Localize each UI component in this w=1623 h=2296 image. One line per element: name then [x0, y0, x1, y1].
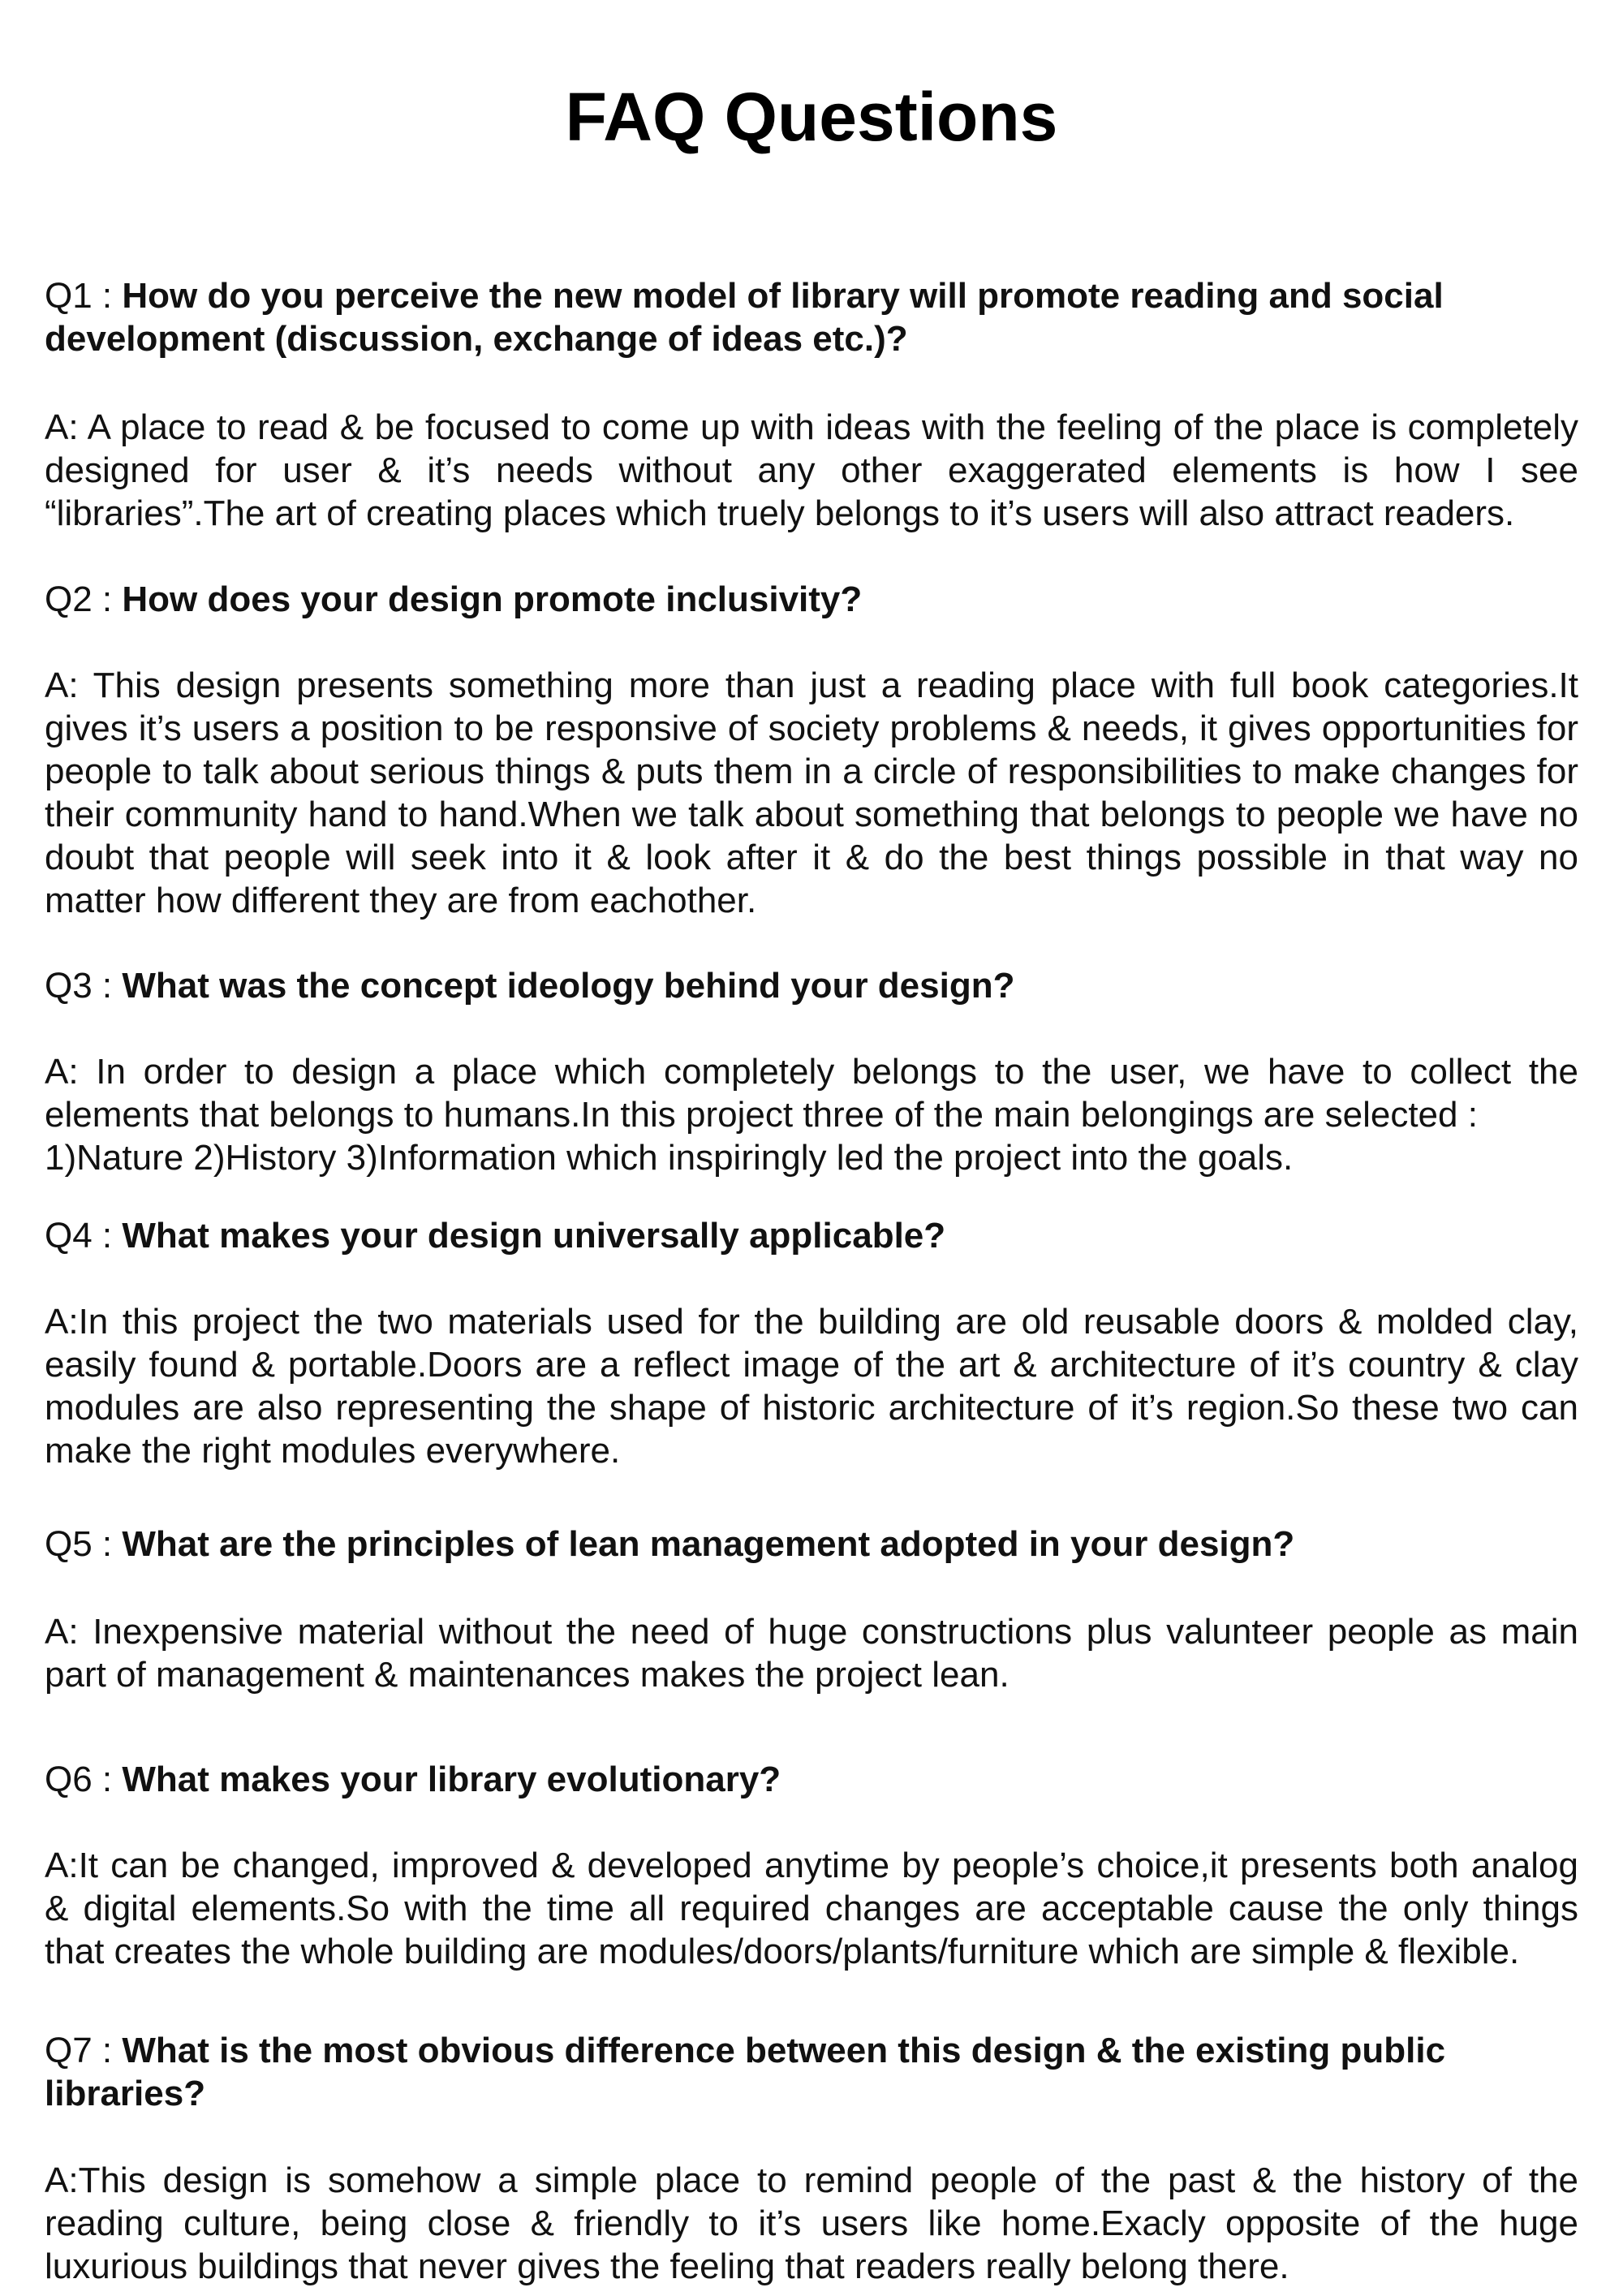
question-2 — [45, 578, 1578, 621]
answer-6: A:It can be changed, improved & developed anytime by people’s choice,it presents both analog & digital elements.So with the time all required changes are acceptable cause the only things that creates the whole building are modules/doors/plants/furniture which are simple & flexible. — [45, 1846, 1578, 1971]
question-number: Q6 : — [45, 1760, 123, 1799]
question-number: Q2 : — [45, 579, 123, 619]
question-text: What was the concept ideology behind your design? — [122, 966, 1015, 1006]
question-7 — [45, 2029, 1473, 2115]
question-text: How do you perceive the new model of library will promote reading and social development (discussion, exchange of ideas etc.)? — [45, 276, 1444, 359]
answer-2: A: This design presents something more than just a reading place with full book categories.It gives it’s users a position to be responsive of society problems & needs, it gives opportunities for people to talk about serious things & puts them in a circle of responsibilities to make changes for their community hand to hand.When we talk about something that belongs to people we have no doubt that people will seek into it & look after it & do the best things possible in that way no matter how different they are from eachother. — [45, 666, 1578, 920]
question-number: Q1 : — [45, 276, 123, 316]
question-text: How does your design promote inclusivity? — [122, 579, 863, 619]
question-number: Q3 : — [45, 966, 123, 1006]
answer-7: A:This design is somehow a simple place to remind people of the past & the history of the reading culture, being close & friendly to it’s users like home.Exacly opposite of the huge luxurious buildings that never gives the feeling that readers really belong there. — [45, 2160, 1578, 2286]
question-number: Q5 : — [45, 1524, 123, 1564]
question-number: Q4 : — [45, 1216, 123, 1256]
answer-3: A: In order to design a place which completely belongs to the user, we have to collect the elements that belongs to humans.In this project three of the main belongings are selected : 1)Nature 2)History 3)Information which inspiringly led the project into the goals. — [45, 1052, 1578, 1178]
question-5 — [45, 1523, 1578, 1566]
question-text: What makes your design universally applicable? — [122, 1216, 946, 1256]
page-title: FAQ Questions — [565, 79, 1058, 155]
question-1 — [45, 274, 1578, 360]
question-text: What is the most obvious difference between this design & the existing public libraries? — [45, 2031, 1446, 2113]
question-4 — [45, 1214, 1578, 1257]
question-number: Q7 : — [45, 2031, 123, 2070]
answer-5: A: Inexpensive material without the need of huge constructions plus valunteer people as main part of management & maintenances makes the project lean. — [45, 1612, 1578, 1695]
question-6 — [45, 1758, 1578, 1801]
question-text: What makes your library evolutionary? — [122, 1760, 781, 1799]
question-3 — [45, 964, 1578, 1007]
answer-1: A: A place to read & be focused to come up with ideas with the feeling of the place is completely designed for user & it’s needs without any other exaggerated elements is how I see “libraries”.The art of creating places which truely belongs to it’s users will also attract readers. — [45, 407, 1578, 533]
answer-4: A:In this project the two materials used for the building are old reusable doors & molded clay, easily found & portable.Doors are a reflect image of the art & architecture of it’s country & clay modules are also representing the shape of historic architecture of it’s region.So these two can make the right modules everywhere. — [45, 1302, 1578, 1471]
question-text: What are the principles of lean management adopted in your design? — [122, 1524, 1295, 1564]
